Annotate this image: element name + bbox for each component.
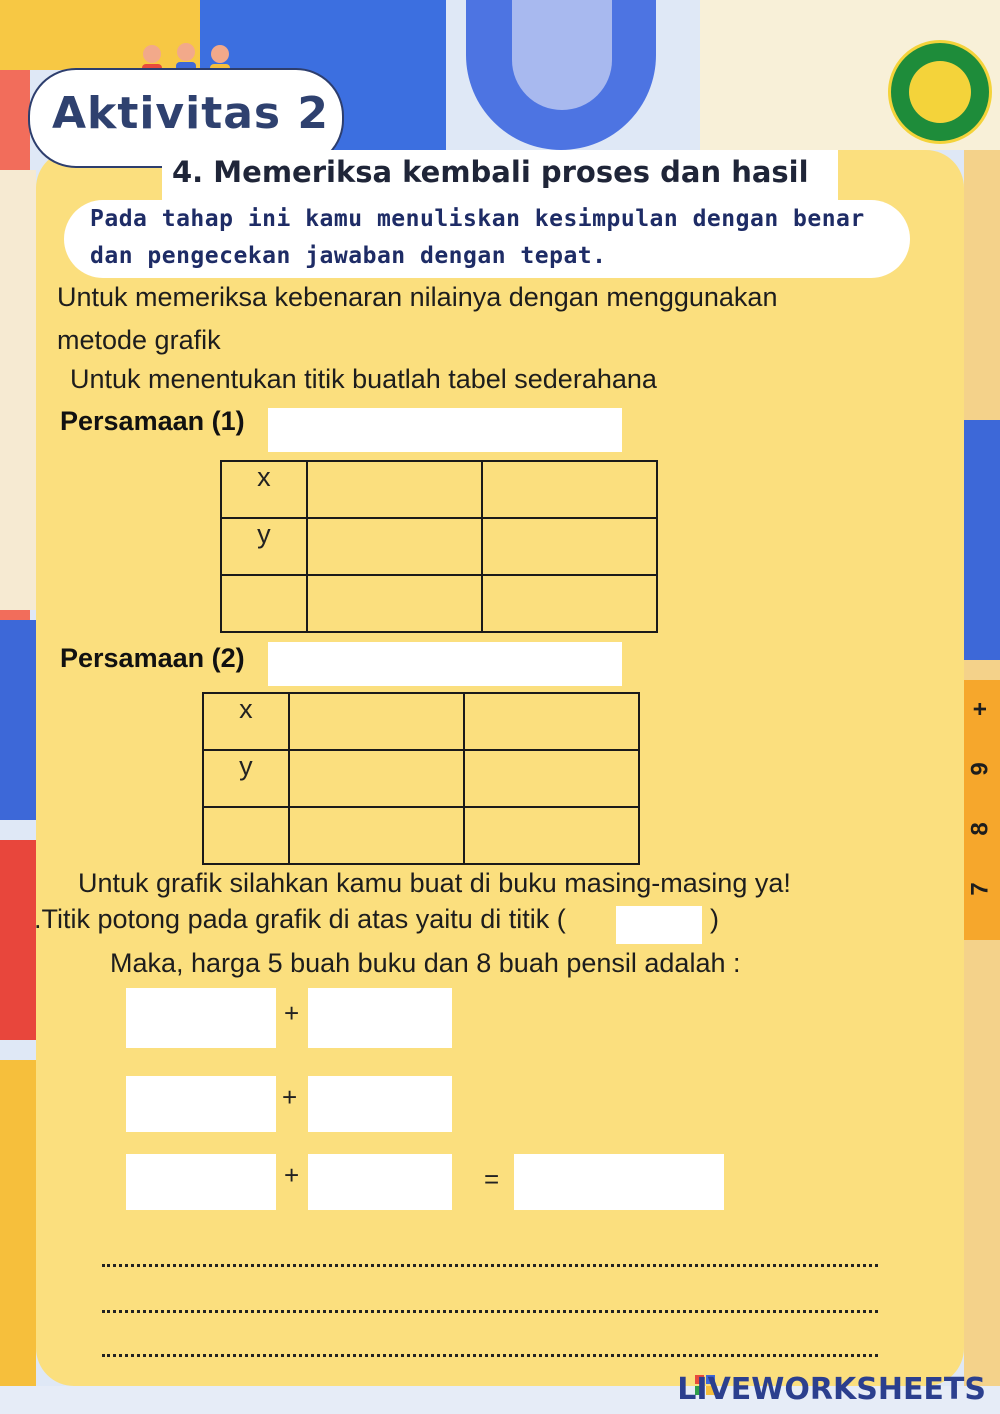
table-header-x: x <box>203 693 289 750</box>
bg-left-red <box>0 840 36 1040</box>
calc-row-2-input-b[interactable] <box>308 1076 452 1132</box>
table-cell-input[interactable] <box>482 461 657 518</box>
liveworksheets-brand: LIVEWORKSHEETS <box>677 1372 986 1407</box>
bg-right-ruler <box>964 680 1000 940</box>
activity-title: Aktivitas 2 <box>52 88 330 139</box>
answer-line-3[interactable] <box>102 1354 878 1357</box>
bg-left-yellow <box>0 1060 36 1390</box>
section-title: 4. Memeriksa kembali proses dan hasil <box>172 155 809 189</box>
equation-1-label: Persamaan (1) <box>60 406 245 436</box>
table-header-blank <box>203 807 289 864</box>
calc-row-3-equals: = <box>484 1164 500 1194</box>
answer-line-1[interactable] <box>102 1264 878 1267</box>
intersection-text-before: .Titik potong pada grafik di atas yaitu di titik ( <box>34 904 566 934</box>
table-cell-input[interactable] <box>307 518 482 575</box>
table-row <box>221 575 657 632</box>
table-header-x: x <box>221 461 307 518</box>
calc-row-1-input-b[interactable] <box>308 988 452 1048</box>
calc-result-input[interactable] <box>514 1154 724 1210</box>
intersection-input[interactable] <box>616 906 702 944</box>
ruler-number-7: 7 <box>966 882 994 896</box>
equation-2-label: Persamaan (2) <box>60 643 245 673</box>
bg-right-blue <box>964 420 1000 660</box>
graph-note: Untuk grafik silahkan kamu buat di buku masing-masing ya! <box>78 868 791 898</box>
table-cell-input[interactable] <box>464 807 639 864</box>
calc-row-1-input-a[interactable] <box>126 988 276 1048</box>
calc-row-2-plus: + <box>282 1082 298 1112</box>
equation-1-input[interactable] <box>268 408 622 452</box>
body-line-1: Untuk memeriksa kebenaran nilainya dengan menggunakan <box>57 282 778 312</box>
calc-row-3-input-a[interactable] <box>126 1154 276 1210</box>
conclusion-text: Maka, harga 5 buah buku dan 8 buah pensil adalah : <box>110 948 741 978</box>
ruler-number-8: 8 <box>966 822 994 836</box>
bg-left-blue <box>0 620 36 820</box>
intersection-text-after: ) <box>710 904 719 934</box>
table-header-y: y <box>221 518 307 575</box>
intro-text: Pada tahap ini kamu menuliskan kesimpulan dengan benar dan pengecekan jawaban dengan tepat. <box>90 206 865 269</box>
table-cell-input[interactable] <box>289 750 464 807</box>
body-line-2: metode grafik <box>57 325 221 355</box>
table-equation-2 <box>202 692 640 865</box>
body-line-3: Untuk menentukan titik buatlah tabel sederahana <box>70 364 657 394</box>
answer-line-2[interactable] <box>102 1310 878 1313</box>
table-row <box>203 750 639 807</box>
table-cell-input[interactable] <box>289 807 464 864</box>
table-cell-input[interactable] <box>307 461 482 518</box>
table-cell-input[interactable] <box>307 575 482 632</box>
tiger-emblem-icon <box>909 61 971 123</box>
table-row <box>221 518 657 575</box>
university-logo <box>888 40 992 144</box>
ruler-number-9: 9 <box>966 762 994 776</box>
table-cell-input[interactable] <box>289 693 464 750</box>
table-equation-1 <box>220 460 658 633</box>
table-row <box>203 807 639 864</box>
table-cell-input[interactable] <box>464 750 639 807</box>
ruler-number-plus: + <box>967 701 995 717</box>
table-cell-input[interactable] <box>464 693 639 750</box>
bg-cream-panel <box>0 170 36 610</box>
calc-row-3-input-b[interactable] <box>308 1154 452 1210</box>
calc-row-3-plus: + <box>284 1160 300 1190</box>
calc-row-1-plus: + <box>284 998 300 1028</box>
table-header-blank <box>221 575 307 632</box>
calc-row-2-input-a[interactable] <box>126 1076 276 1132</box>
table-row <box>221 461 657 518</box>
table-cell-input[interactable] <box>482 575 657 632</box>
table-header-y: y <box>203 750 289 807</box>
equation-2-input[interactable] <box>268 642 622 686</box>
table-cell-input[interactable] <box>482 518 657 575</box>
bg-protractor-inner <box>512 0 612 110</box>
table-row <box>203 693 639 750</box>
